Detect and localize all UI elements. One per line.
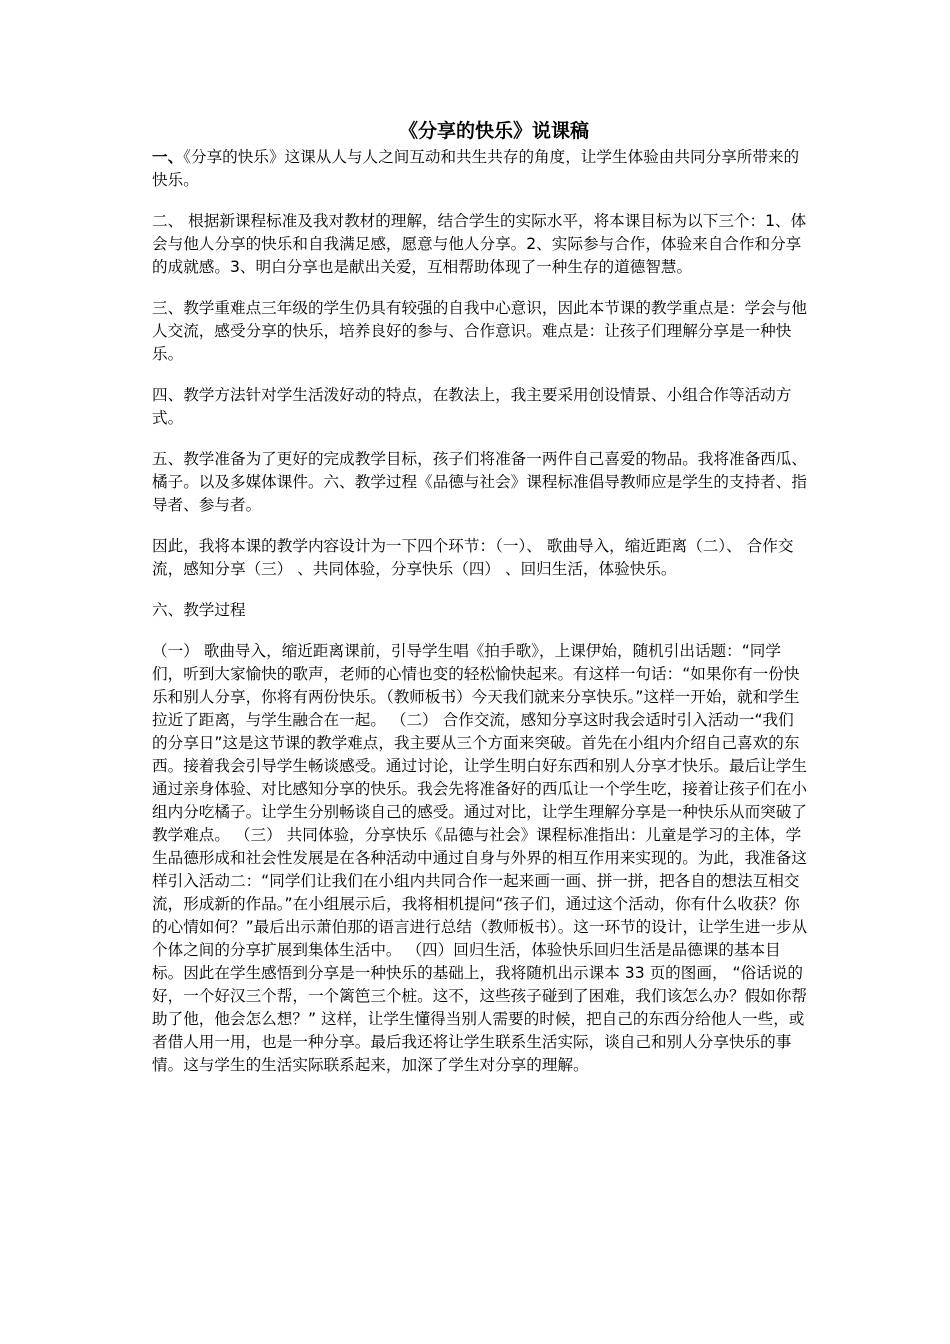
paragraph-1-number: 一、 xyxy=(152,148,184,166)
paragraph-6: 因此，我将本课的教学内容设计为一下四个环节：（一）、 歌曲导入，缩近距离（二）、 合作交流，感知分享（三） 、共同体验，分享快乐（四） 、回归生活，体验快乐。 xyxy=(152,537,794,578)
paragraph-7: 六、教学过程 xyxy=(152,601,246,619)
paragraph-1 xyxy=(152,146,808,192)
paragraph-5: 五、教学准备为了更好的完成教学目标，孩子们将准备一两件自己喜爱的物品。我将准备西瓜、橘子。以及多媒体课件。六、教学过程《品德与社会》课程标准倡导教师应是学生的支持者、指导者、参与者。 xyxy=(152,450,807,514)
paragraph-1-text: 《分享的快乐》这课从人与人之间互动和共生共存的角度，让学生体验由共同分享所带来的快乐。 xyxy=(152,148,800,189)
document-title: 《分享的快乐》说课稿 xyxy=(398,120,589,142)
paragraph-2: 二、 根据新课程标准及我对教材的理解，结合学生的实际水平，将本课目标为以下三个：1、体会与他人分享的快乐和自我满足感，愿意与他人分享。2、实际参与合作，体验来自合作和分享的成就感。3、明白分享也是献出关爱，互相帮助体现了一种生存的道德智慧。 xyxy=(152,212,807,276)
document-page xyxy=(152,118,808,1077)
paragraph-8: （一） 歌曲导入，缩近距离课前，引导学生唱《拍手歌》，上课伊始，随机引出话题：“同学们，听到大家愉快的歌声，老师的心情也变的轻松愉快起来。有这样一句话：“如果你有一份快乐和别人分享，你将有两份快乐。（教师板书）今天我们就来分享快乐。”这样一开始，就和学生拉近了距离，与学生融合在一起。 （二） 合作交流，感知分享这时我会适时引入活动一“我们的分享日”这是这节课的教学难点，我主要从三个方面来突破。首先在小组内介绍自己喜欢的东西。接着我会引导学生畅谈感受。通过讨论，让学生明白好东西和别人分享才快乐。最后让学生通过亲身体验、对比感知分享的快乐。我会先将准备好的西瓜让一个学生吃，接着让孩子们在小组内分吃橘子。让学生分别畅谈自己的感受。通过对比，让学生理解分享是一种快乐从而突破了教学难点。 （三） 共同体验，分享快乐《品德与社会》课程标准指出：儿童是学习的主体，学生品德形成和社会性发展是在各种活动中通过自身与外界的相互作用来实现的。为此，我准备这样引入活动二：“同学们让我们在小组内共同合作一起来画一画、拼一拼，把各自的想法互相交流，形成新的作品。”在小组展示后，我将相机提问“孩子们，通过这个活动，你有什么收获？你的心情如何？”最后出示萧伯那的语言进行总结（教师板书）。这一环节的设计，让学生进一步从个体之间的分享扩展到集体生活中。 （四）回归生活，体验快乐回归生活是品德课的基本目标。因此在学生感悟到分享是一种快乐的基础上，我将随机出示课本 33 页的图画， “俗话说的好，一个好汉三个帮，一个篱笆三个桩。这不，这些孩子碰到了困难，我们该怎么办？假如你帮助了他，他会怎么想？” 这样，让学生懂得当别人需要的时候，把自己的东西分给他人一些，或者借人用一用，也是一种分享。最后我还将让学生联系生活实际，谈自己和别人分享快乐的事情。这与学生的生活实际联系起来，加深了学生对分享的理解。 xyxy=(152,642,808,1074)
paragraph-4: 四、教学方法针对学生活泼好动的特点，在教法上，我主要采用创设情景、小组合作等活动方式。 xyxy=(152,386,792,427)
paragraph-3: 三、教学重难点三年级的学生仍具有较强的自我中心意识，因此本节课的教学重点是：学会与他人交流，感受分享的快乐，培养良好的参与、合作意识。难点是：让孩子们理解分享是一种快乐。 xyxy=(152,299,807,363)
